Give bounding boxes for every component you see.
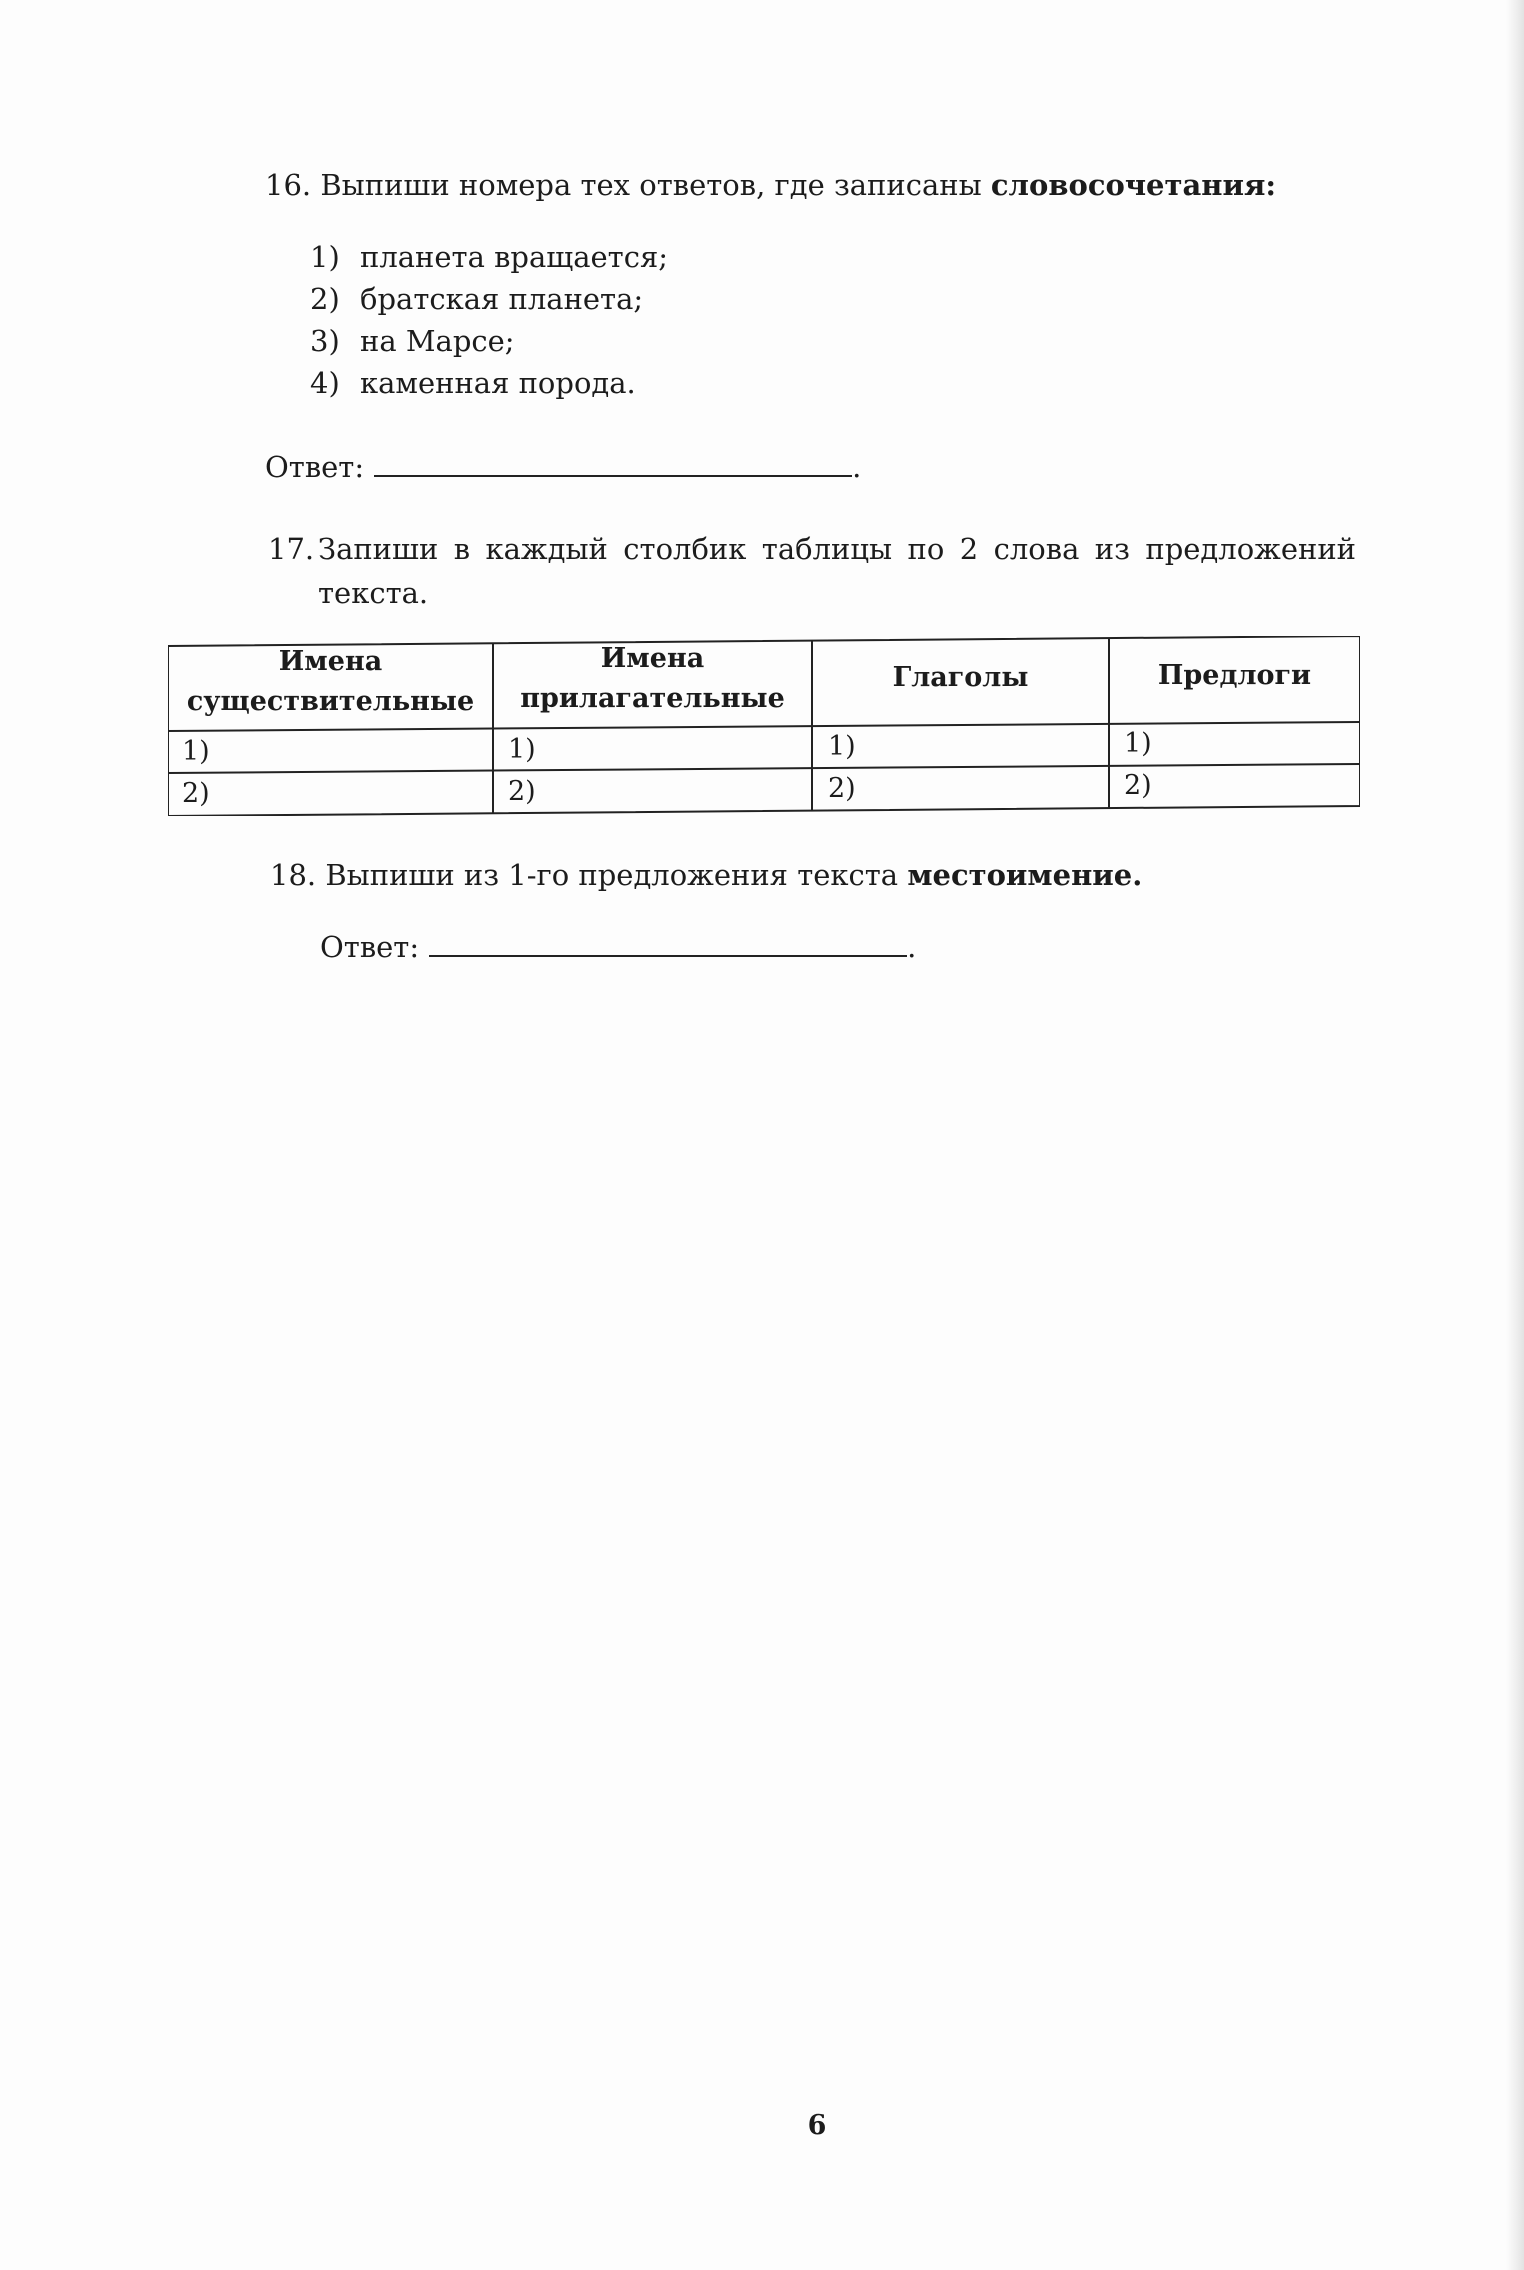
header-line: Глаголы — [892, 662, 1029, 693]
option-number: 4) — [310, 366, 340, 400]
option-number: 1) — [310, 240, 340, 274]
option-text: каменная порода. — [360, 366, 636, 400]
question-16 — [265, 168, 1276, 202]
question-16-option — [310, 366, 636, 400]
question-16-keyword: словосочетания: — [990, 168, 1277, 202]
table-cell-label[interactable]: 2) — [1124, 770, 1152, 801]
question-18-answer — [320, 930, 916, 964]
parts-of-speech-table — [168, 636, 1360, 816]
question-16-option — [310, 324, 515, 358]
option-text: братская планета; — [360, 282, 644, 316]
page-edge-shadow — [1506, 0, 1524, 2270]
option-text: планета вращается; — [360, 240, 669, 274]
table-cell-label[interactable]: 1) — [828, 731, 856, 762]
header-line: Имена — [278, 646, 383, 677]
option-text: на Марсе; — [360, 324, 515, 358]
question-18-number: 18. — [270, 858, 317, 892]
answer-blank-line[interactable] — [429, 931, 907, 957]
question-16-option — [310, 240, 668, 274]
question-18-keyword: местоимение. — [907, 858, 1143, 892]
question-18 — [270, 858, 1142, 892]
answer-end: . — [907, 930, 917, 964]
question-17-number: 17. — [268, 532, 315, 566]
answer-label: Ответ: — [320, 930, 420, 964]
header-line: прилагательные — [520, 683, 785, 714]
answer-blank-line[interactable] — [374, 451, 852, 477]
question-16-number: 16. — [265, 168, 312, 202]
question-17-line2: текста. — [318, 576, 429, 610]
question-18-text: Выпиши из 1-го предложения текста — [325, 858, 899, 892]
question-17-line1: Запиши в каждый столбик таблицы по 2 слова из предложений — [318, 532, 1356, 566]
table-header-adjectives — [493, 639, 812, 719]
table-cell-label[interactable]: 2) — [182, 778, 210, 809]
table-cell-label[interactable]: 1) — [508, 734, 536, 765]
header-line: существительные — [186, 686, 475, 717]
question-16-answer — [265, 450, 861, 484]
table-cell-label[interactable]: 1) — [1124, 728, 1152, 759]
page-number: 6 — [807, 2110, 827, 2141]
question-16-text: Выпиши номера тех ответов, где записаны — [320, 168, 982, 202]
table-header-verbs — [812, 658, 1109, 698]
header-line: Имена — [600, 643, 705, 674]
question-16-option — [310, 282, 643, 316]
table-header-prepositions — [1109, 656, 1360, 696]
table-cell-label[interactable]: 2) — [508, 776, 536, 807]
header-line: Предлоги — [1157, 660, 1312, 691]
table-cell-label[interactable]: 2) — [828, 773, 856, 804]
option-number: 3) — [310, 324, 340, 358]
option-number: 2) — [310, 282, 340, 316]
table-header-nouns — [168, 642, 493, 722]
answer-label: Ответ: — [265, 450, 365, 484]
answer-end: . — [852, 450, 862, 484]
table-cell-label[interactable]: 1) — [182, 736, 210, 767]
